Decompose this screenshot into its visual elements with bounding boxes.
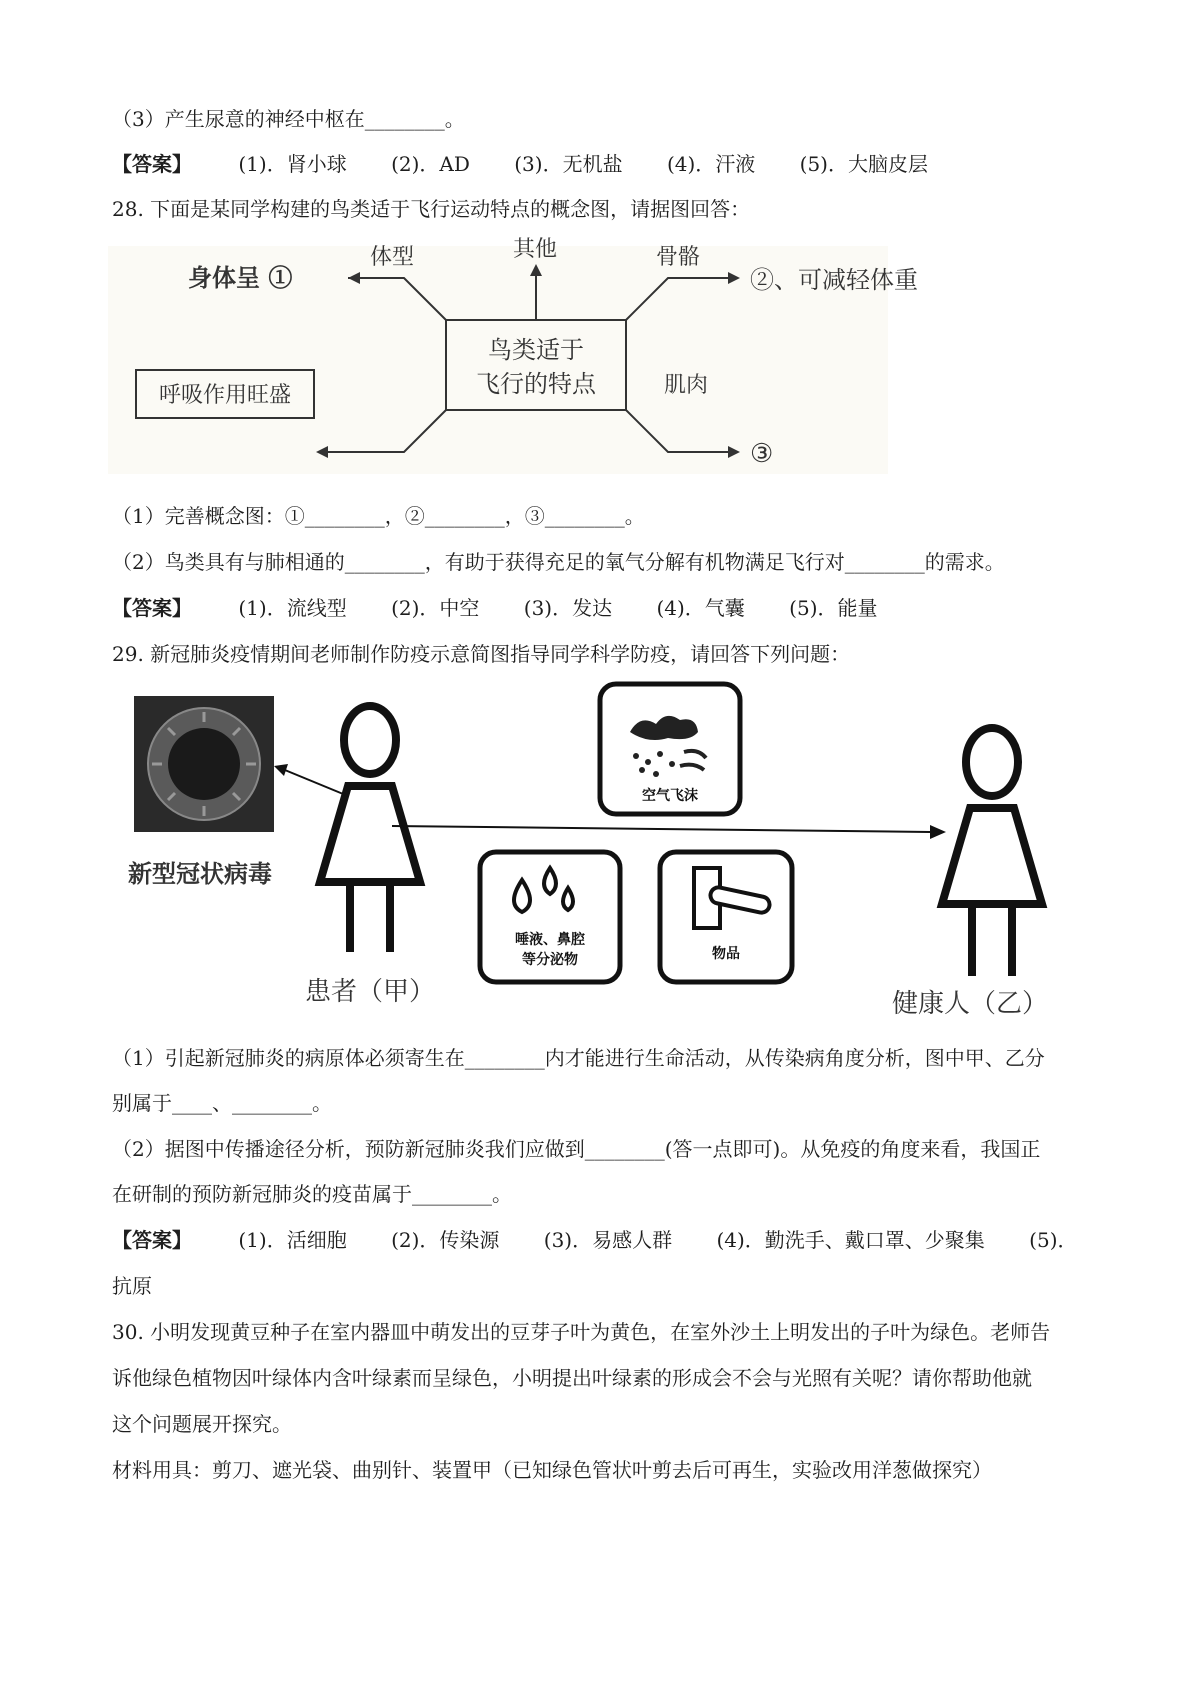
- q29-part2-line2: 在研制的预防新冠肺炎的疫苗属于________。: [112, 1182, 512, 1206]
- q29-part1-line2: 别属于____、________。: [112, 1091, 332, 1115]
- branch-label-other: 其他: [513, 237, 558, 262]
- leaf-muscle: ③: [750, 439, 774, 469]
- q28-answer-4: (4)．气囊: [656, 596, 745, 620]
- q28-answer-3: (3)．发达: [523, 596, 613, 620]
- object-label: 物品: [712, 946, 740, 962]
- leaf-bone: ②、可减轻体重: [750, 266, 918, 294]
- q29-part1-line1: （1）引起新冠肺炎的病原体必须寄生在________内才能进行生命活动，从传染病角度分析，图中甲、乙分: [112, 1046, 1045, 1070]
- branch-label-body: 体型: [370, 245, 415, 270]
- q29-answer-4: (4)．勤洗手、戴口罩、少聚集: [716, 1228, 985, 1252]
- answer-label: 【答案】: [112, 596, 192, 620]
- healthy-label: 健康人（乙）: [891, 989, 1049, 1019]
- saliva-label-2: 等分泌物: [522, 952, 578, 968]
- q27-answer-row: [112, 148, 928, 177]
- q27-answer-5: (5)．大脑皮层: [799, 152, 928, 176]
- q28-answer-row: [112, 592, 878, 621]
- branch-label-muscle: 肌肉: [664, 373, 709, 398]
- covid-transmission-diagram: [120, 682, 1100, 1020]
- q29-answer-1: (1)．活细胞: [238, 1228, 347, 1252]
- q29-part2-line1: （2）据图中传播途径分析，预防新冠肺炎我们应做到________(答一点即可)。从免疫的角度来看，我国正: [112, 1137, 1041, 1161]
- bird-flight-concept-map: [108, 237, 918, 474]
- saliva-label-1: 唾液、鼻腔: [515, 932, 585, 948]
- q27-part3: （3）产生尿意的神经中枢在________。: [112, 107, 465, 131]
- q30-line1: 30. 小明发现黄豆种子在室内器皿中萌发出的豆芽子叶为黄色，在室外沙土上明发出的子叶为绿色。老师告: [112, 1320, 1051, 1344]
- door-handle-icon: [660, 852, 792, 982]
- q29-answer-continuation: 抗原: [112, 1274, 152, 1298]
- q29-title: 29. 新冠肺炎疫情期间老师制作防疫示意简图指导同学科学防疫，请回答下列问题：: [112, 642, 851, 666]
- q28-answer-2: (2)．中空: [391, 596, 480, 620]
- q28-title: 28. 下面是某同学构建的鸟类适于飞行运动特点的概念图，请据图回答：: [112, 197, 751, 221]
- answer-label: 【答案】: [112, 1228, 192, 1252]
- q28-answer-1: (1)．流线型: [238, 596, 347, 620]
- center-label-line1: 鸟类适于: [488, 336, 584, 364]
- q29-answer-2: (2)．传染源: [391, 1228, 500, 1252]
- q29-answer-5: (5)．: [1029, 1228, 1078, 1252]
- q30-line2: 诉他绿色植物因叶绿体内含叶绿素而呈绿色，小明提出叶绿素的形成会不会与光照有关呢？请你帮助他就: [112, 1366, 1032, 1390]
- q27-answer-1: (1)．肾小球: [238, 152, 347, 176]
- q27-answer-2: (2)．AD: [391, 152, 470, 176]
- answer-label: 【答案】: [112, 152, 192, 176]
- q29-answer-3: (3)．易感人群: [543, 1228, 673, 1252]
- air-label: 空气飞沫: [642, 788, 698, 804]
- center-label-line2: 飞行的特点: [476, 370, 596, 398]
- leaf-body-shape: 身体呈 ①: [188, 263, 293, 292]
- patient-label: 患者（甲）: [304, 977, 436, 1007]
- q27-answer-4: (4)．汗液: [666, 152, 756, 176]
- q28-part2: （2）鸟类具有与肺相通的________，有助于获得充足的氧气分解有机物满足飞行对________的需求。: [112, 550, 1005, 574]
- q28-part1: （1）完善概念图：①________，②________，③________。: [112, 504, 645, 528]
- q28-answer-5: (5)．能量: [789, 596, 878, 620]
- leaf-respiration: 呼吸作用旺盛: [158, 383, 292, 408]
- q29-answer-row: [112, 1224, 1078, 1253]
- virus-label: 新型冠状病毒: [128, 859, 272, 888]
- q30-materials: 材料用具：剪刀、遮光袋、曲别针、装置甲（已知绿色管状叶剪去后可再生，实验改用洋葱做探究）: [112, 1458, 992, 1482]
- q27-answer-3: (3)．无机盐: [514, 152, 623, 176]
- q30-line3: 这个问题展开探究。: [112, 1412, 292, 1436]
- branch-label-bone: 骨骼: [656, 245, 701, 270]
